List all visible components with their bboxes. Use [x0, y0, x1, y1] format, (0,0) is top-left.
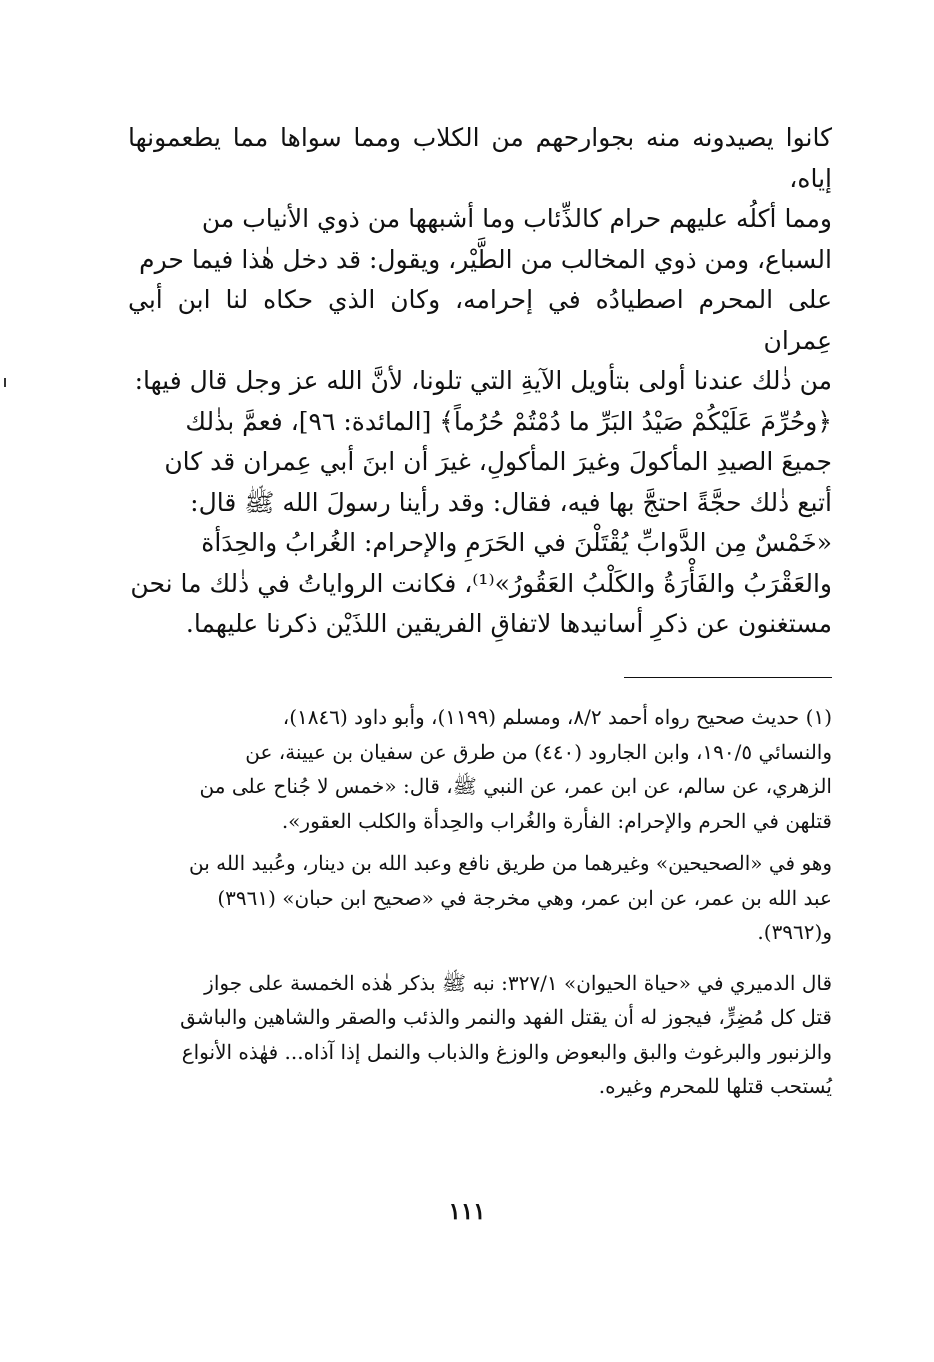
footnote-divider: [624, 677, 832, 678]
footnote-line: والزنبور والبرغوث والبق والبعوض والوزغ والذباب والنمل إذا آذاه... فهٰذه الأنواع: [181, 1039, 832, 1064]
main-line: ومما أكلُه عليهم حرام كالذِّئاب وما أشبهها من ذوي الأنياب من: [201, 204, 832, 233]
footnote-line: قتل كل مُضِرٍّ، فيجوز له أن يقتل الفهد والنمر والذئب والصقر والشاهين والباشق: [180, 1005, 832, 1029]
footnotes: [128, 700, 832, 1104]
main-line: مستغنون عن ذكرِ أسانيدها لاتفاقِ الفريقين اللذَيْن ذكرنا عليهما.: [185, 609, 832, 638]
main-line: جميعَ الصيدِ المأكولَ وغيرَ المأكولِ، غيرَ أن ابنَ أبي عِمران قد كان: [164, 447, 832, 476]
main-line: كانوا يصيدونه منه بجوارحهم من الكلاب ومما سواها مما يطعمونها إياه،: [128, 123, 832, 193]
main-line: «خَمْسٌ مِن الدَّوابِّ يُقْتَلْنَ في الحَرَمِ والإحرام: الغُرابُ والحِدَأة: [201, 528, 832, 557]
footnote-line: قتلهن في الحرم والإحرام: الفأرة والغُراب والحِدأة والكلب العقور».: [281, 808, 832, 833]
footnote-line: وهو في «الصحيحين» وغيرهما من طريق نافع وعبد الله بن دينار، وعُبيد الله بن: [189, 851, 832, 875]
main-line: ﴿وحُرِّمَ عَلَيْكُمْ صَيْدُ البَرِّ ما دُمْتُمْ حُرُماً﴾ [المائدة: ٩٦]، فعمَّ بذٰلك: [185, 406, 832, 436]
footnote-line: الزهري، عن سالم، عن ابن عمر، عن النبي ﷺ، قال: «خمس لا جُناح على من: [199, 774, 832, 798]
main-text: [128, 118, 832, 645]
main-line: والعَقْرَبُ والفَأْرَةُ والكَلْبُ العَقُورُ»⁽¹⁾، فكانت الرواياتُ في ذٰلك ما نحن: [130, 568, 832, 598]
footnote-line: والنسائي ١٩٠/٥، وابن الجارود (٤٤٠) من طرق عن سفيان بن عيينة، عن: [245, 739, 832, 764]
main-line: من ذٰلك عندنا أولى بتأويل الآيةِ التي تلونا، لأنَّ الله عز وجل قال فيها:: [134, 366, 832, 395]
footnote-line: يُستحب قتلها للمحرم وغيره.: [598, 1074, 832, 1098]
footnote-line: و(٣٩٦٢).: [757, 920, 832, 944]
main-line: على المحرم اصطيادُه في إحرامه، وكان الذي حكاه لنا ابن أبي عِمران: [128, 285, 832, 355]
footnote-line: عبد الله بن عمر، عن ابن عمر، وهي مخرجة في «صحيح ابن حبان» (٣٩٦١): [217, 885, 832, 910]
footnote-line: قال الدميري في «حياة الحيوان» ٣٢٧/١: نبه ﷺ بذكر هٰذه الخمسة على جواز: [204, 970, 832, 995]
page-number: ١١١: [448, 1198, 486, 1225]
main-line: أتبع ذٰلك حجَّةً احتجَّ بها فيه، فقال: وقد رأينا رسولَ الله ﷺ قال:: [190, 487, 832, 517]
main-line: السباع، ومن ذوي المخالب من الطَّيْر، ويقول: قد دخل هٰذا فيما حرم: [139, 244, 832, 274]
footnote-line: (١) حديث صحيح رواه أحمد ٨/٢، ومسلم (١١٩٩)، وأبو داود (١٨٤٦)،: [282, 705, 832, 729]
margin-mark: [4, 378, 6, 387]
